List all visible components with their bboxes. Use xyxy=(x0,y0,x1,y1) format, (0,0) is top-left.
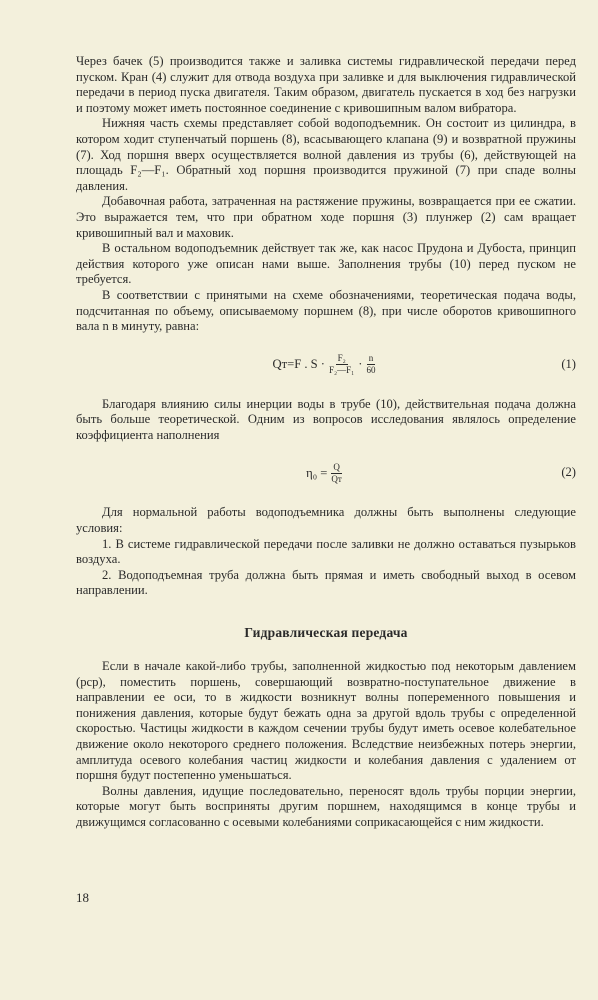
formula-2-denominator: Qт xyxy=(331,473,342,484)
formula-2-number: (2) xyxy=(561,465,576,480)
formula-1-fraction-rpm xyxy=(365,353,378,376)
paragraph-conditions: Для нормальной работы водоподъемника должны быть выполнены следующие условия: xyxy=(76,505,576,536)
paragraph-theoretical-flow: В соответствии с принятыми на схеме обозначениями, теоретическая подача воды, подсчитанная по объему, описываемому поршнем (8), при числе оборотов кривошипного вала n в минуту, равна: xyxy=(76,287,576,334)
formula-2 xyxy=(76,451,576,495)
formula-1 xyxy=(76,343,576,387)
formula-1-frac1-numerator: F₂ xyxy=(337,353,346,364)
paragraph-extra-work: Добавочная работа, затраченная на растяжение пружины, возвращается при ее сжатии. Это выражается тем, что при обратном ходе поршня (3) плунжер (2) сам вращает кривошипный вал и маховик. xyxy=(76,194,576,240)
paragraph-inertia: Благодаря влиянию силы инерции воды в трубе (10), действительная подача должна быть больше теоретической. Одним из вопросов исследования являлось определение коэффициента наполнения xyxy=(76,396,576,442)
paragraph-energy-transfer: Волны давления, идущие последовательно, переносят вдоль трубы порции энергии, которые могут быть восприняты другим поршнем, находящимся в конце трубы и движущимся согласованно с осевыми колебаниями соприкасающейся с ним жидкости. xyxy=(76,783,576,829)
formula-1-mid: · xyxy=(358,357,363,372)
paragraph-condition-1: 1. В системе гидравлической передачи после заливки не должно оставаться пузырьков воздуха. xyxy=(76,536,576,567)
formula-1-frac2-denominator: 60 xyxy=(366,365,376,376)
page-number: 18 xyxy=(76,890,89,905)
paragraph-intro: Через бачек (5) производится также и заливка системы гидравлической передачи перед пуском. Кран (4) служит для отвода воздуха при заливке и для выключения гидравлической передачи в период пуска двигателя. Таким образом, двигатель пускается в ход без нагрузки и поэтому может иметь постоянное соединение с кривошипным валом вибратора. xyxy=(76,54,576,115)
formula-2-numerator: Q xyxy=(333,461,340,472)
formula-1-frac2-numerator: n xyxy=(368,353,374,364)
paragraph-condition-2: 2. Водоподъемная труба должна быть прямая и иметь свободный выход в осевом направлении. xyxy=(76,567,576,598)
paragraph-pressure-waves: Если в начале какой-либо трубы, заполненной жидкостью под некоторым давлением (pср), поместить поршень, совершающий возвратно-поступательное движение в направлении ее оси, то в жидкости возникнут волны попеременного повышения и понижения давления, которые будут бежать одна за другой вдоль трубы с определенной скоростью. Частицы жидкости в каждом сечении трубы будут иметь осевое колебательное движение около некоторого среднего положения. Вследствие неизбежных потерь энергии, амплитуда осевого колебания частиц жидкости и колебания давления с удалением от поршня будут постепенно уменьшаться. xyxy=(76,659,576,783)
formula-2-lhs: η₀ = xyxy=(306,465,328,480)
section-heading: Гидравлическая передача xyxy=(244,625,408,641)
formula-1-lhs: Qт=F . S · xyxy=(272,357,325,372)
formula-1-number: (1) xyxy=(561,356,576,371)
formula-2-fraction xyxy=(329,462,343,485)
formula-1-fraction-area xyxy=(327,353,356,376)
paragraph-lower-part: Нижняя часть схемы представляет собой водоподъемник. Он состоит из цилиндра, в котором ходит ступенчатый поршень (8), всасывающего клапана (9) и возвратной пружины (7). Ход поршня вверх осуществляется волной давления из трубы (6), действующей на площадь F₂—F₁. Обратный ход поршня производится пружиной (7) при спаде волны давления. xyxy=(76,116,576,193)
formula-1-frac1-denominator: F₂—F₁ xyxy=(329,365,355,376)
paragraph-rest: В остальном водоподъемник действует так же, как насос Прудона и Дубоста, принцип действия которого уже описан нами выше. Заполнения трубы (10) перед пуском не требуется. xyxy=(76,241,576,287)
